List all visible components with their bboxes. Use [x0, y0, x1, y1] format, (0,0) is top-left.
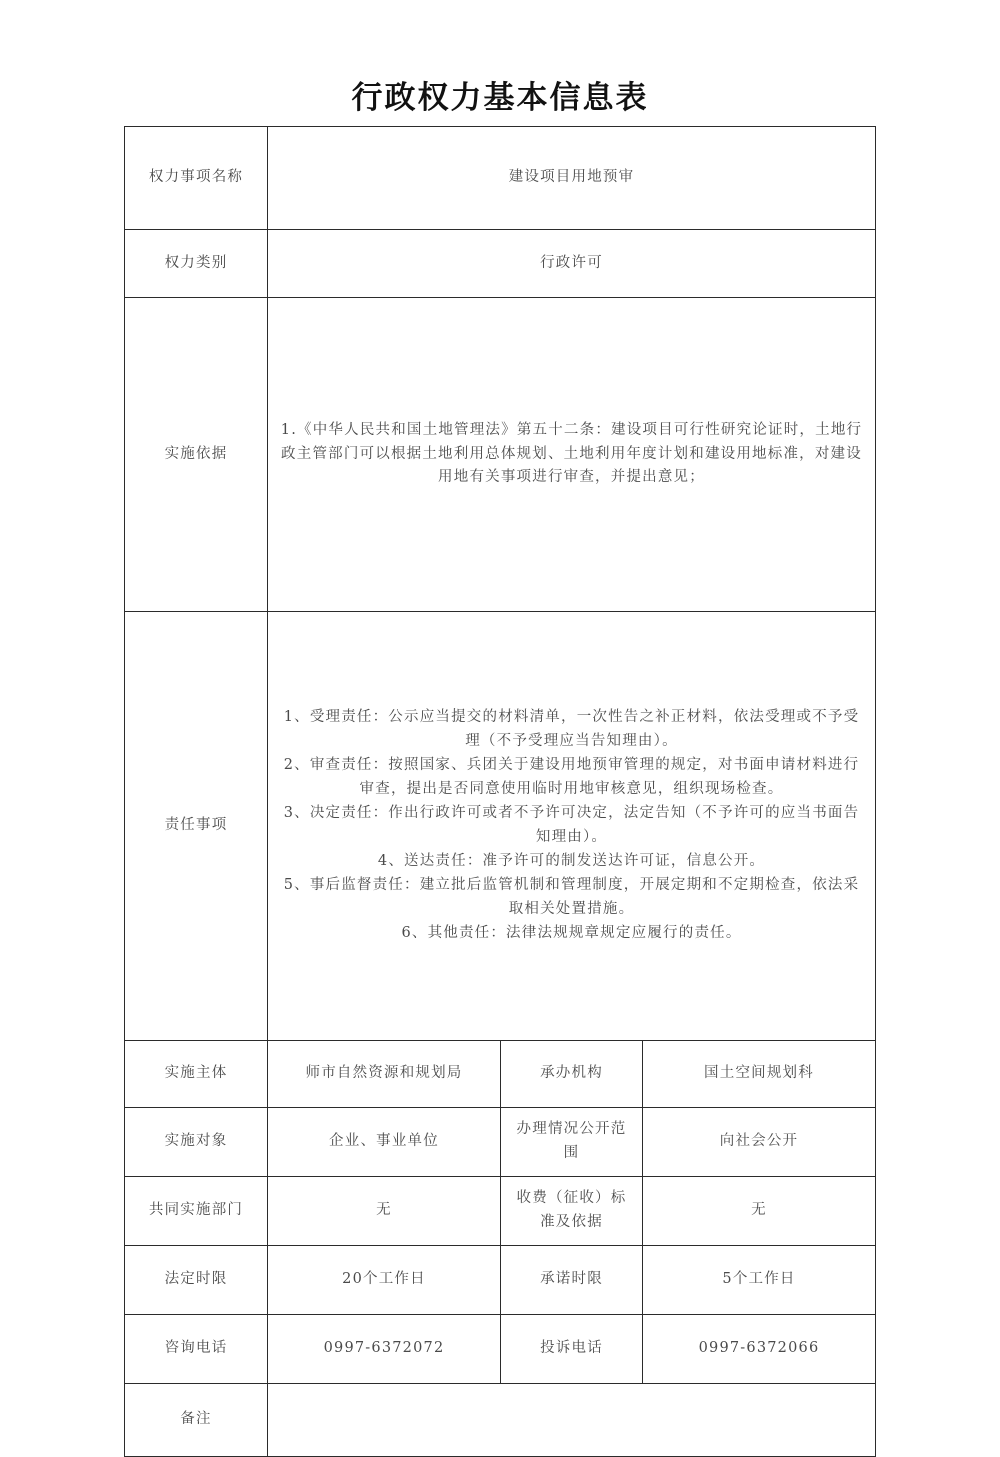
table-row-subject [125, 1041, 876, 1108]
duty-item: 3、决定责任：作出行政许可或者不予许可决定，法定告知（不予许可的应当书面告知理由）。 [283, 805, 860, 845]
table-row-basis [125, 298, 876, 612]
row-label-consult-phone: 咨询电话 [125, 1315, 268, 1384]
row-value-disclosure-scope: 向社会公开 [643, 1108, 876, 1177]
table-row-phone [125, 1315, 876, 1384]
table-row-object [125, 1108, 876, 1177]
row-value-type: 行政许可 [268, 230, 876, 298]
basis-paragraph: 1.《中华人民共和国土地管理法》第五十二条：建设项目可行性研究论证时，土地行政主管部门可以根据土地利用总体规划、土地利用年度计划和建设用地标准，对建设用地有关事项进行审查，并提出意见； [280, 421, 863, 486]
row-label-joint-dept: 共同实施部门 [125, 1177, 268, 1246]
row-label-legal-limit: 法定时限 [125, 1246, 268, 1315]
row-label-duty: 责任事项 [125, 612, 268, 1041]
row-value-handling-org: 国土空间规划科 [643, 1041, 876, 1108]
row-value-duty [268, 612, 876, 1041]
power-info-table [124, 126, 876, 1457]
row-label-object: 实施对象 [125, 1108, 268, 1177]
table-row-name [125, 127, 876, 230]
duty-item: 1、受理责任：公示应当提交的材料清单，一次性告之补正材料，依法受理或不予受理（不予受理应当告知理由）。 [283, 709, 860, 750]
table-row-joint [125, 1177, 876, 1246]
row-value-remark [268, 1384, 876, 1457]
row-value-subject: 师市自然资源和规划局 [268, 1041, 501, 1108]
row-value-fee-basis: 无 [643, 1177, 876, 1246]
table-row-remark [125, 1384, 876, 1457]
row-value-name: 建设项目用地预审 [268, 127, 876, 230]
row-value-promised-limit: 5个工作日 [643, 1246, 876, 1315]
row-label-disclosure-scope: 办理情况公开范围 [501, 1108, 643, 1177]
table-row-duty [125, 612, 876, 1041]
row-value-legal-limit: 20个工作日 [268, 1246, 501, 1315]
duty-item: 2、审查责任：按照国家、兵团关于建设用地预审管理的规定，对书面申请材料进行审查，提出是否同意使用临时用地审核意见，组织现场检查。 [283, 757, 860, 798]
table-row-type [125, 230, 876, 298]
row-label-complaint-phone: 投诉电话 [501, 1315, 643, 1384]
duty-item: 6、其他责任：法律法规规章规定应履行的责任。 [401, 924, 742, 941]
row-value-joint-dept: 无 [268, 1177, 501, 1246]
row-label-name: 权力事项名称 [125, 127, 268, 230]
row-label-type: 权力类别 [125, 230, 268, 298]
page-title: 行政权力基本信息表 [351, 80, 649, 116]
duty-item: 4、送达责任：准予许可的制发送达许可证，信息公开。 [377, 852, 766, 869]
table-row-time-limit [125, 1246, 876, 1315]
row-label-subject: 实施主体 [125, 1041, 268, 1108]
row-label-basis: 实施依据 [125, 298, 268, 612]
row-value-consult-phone: 0997-6372072 [268, 1315, 501, 1384]
row-value-basis [268, 298, 876, 612]
row-label-promised-limit: 承诺时限 [501, 1246, 643, 1315]
row-label-fee-basis: 收费（征收）标准及依据 [501, 1177, 643, 1246]
row-label-remark: 备注 [125, 1384, 268, 1457]
row-value-object: 企业、事业单位 [268, 1108, 501, 1177]
row-label-handling-org: 承办机构 [501, 1041, 643, 1108]
duty-item: 5、事后监督责任：建立批后监管机制和管理制度，开展定期和不定期检查，依法采取相关处置措施。 [283, 876, 860, 917]
row-value-complaint-phone: 0997-6372066 [643, 1315, 876, 1384]
